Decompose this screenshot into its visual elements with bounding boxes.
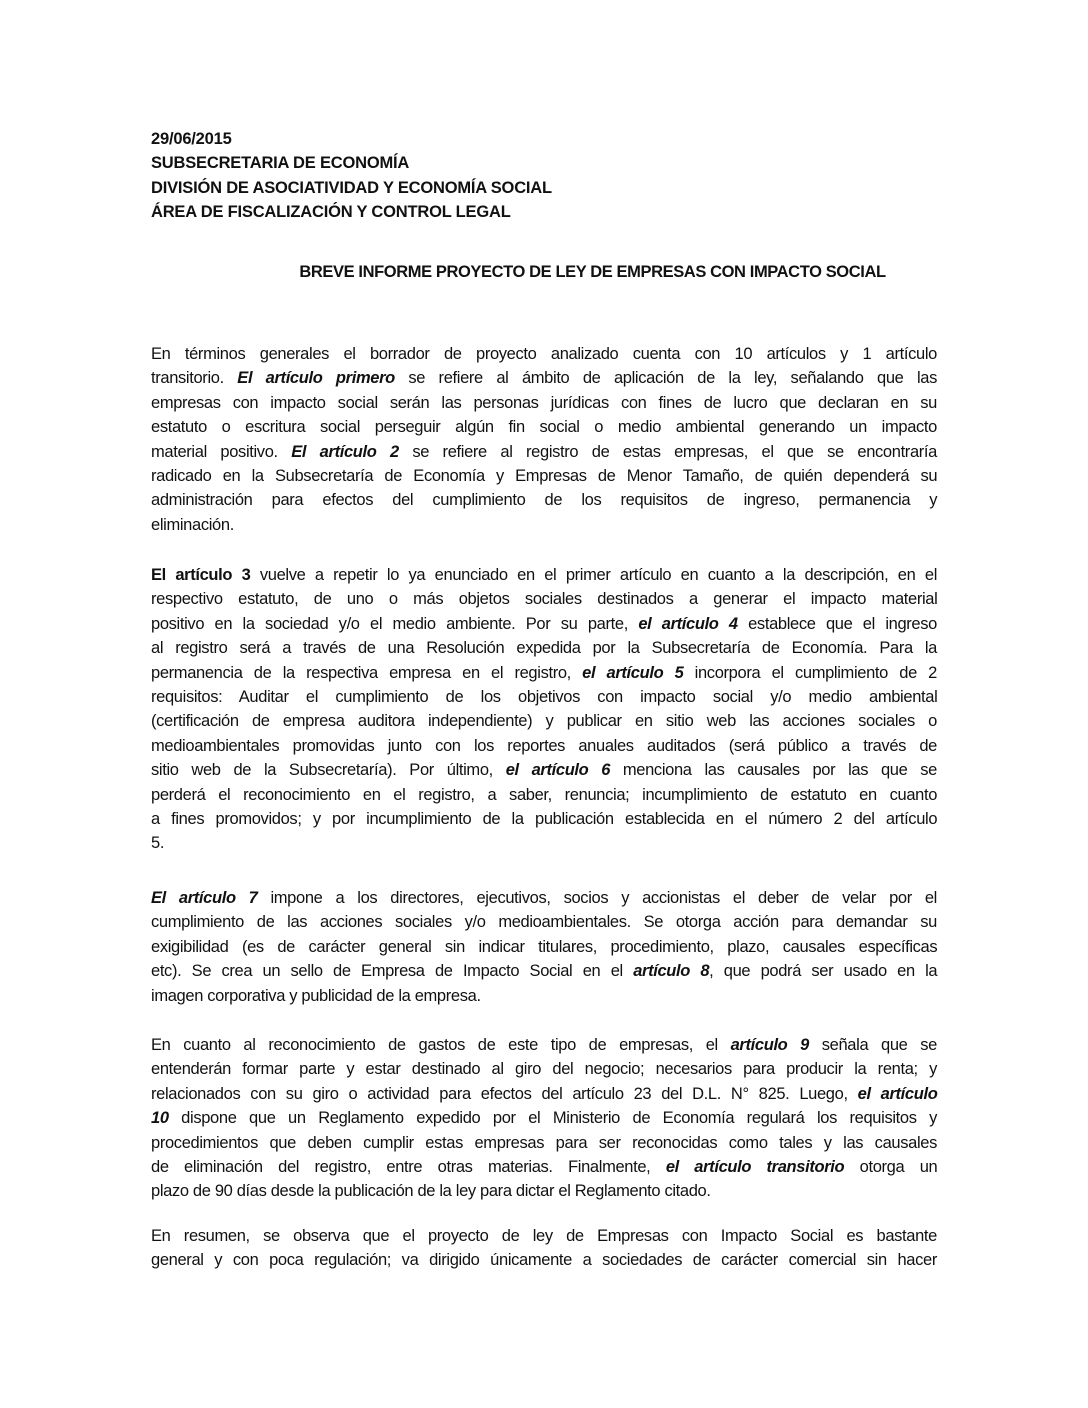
text-line: positivo en la sociedad y/o el medio ambiente. Por su parte, el artículo 4 establece que el ingreso (151, 614, 937, 633)
text-line: plazo de 90 días desde la publicación de la ley para dictar el Reglamento citado. (151, 1182, 711, 1201)
emphasis-article-8: artículo 8 (633, 962, 710, 981)
document-title: BREVE INFORME PROYECTO DE LEY DE EMPRESAS CON IMPACTO SOCIAL (299, 263, 886, 281)
text-line: En resumen, se observa que el proyecto de ley de Empresas con Impacto Social es bastante (151, 1227, 937, 1245)
text-line: perderá el reconocimiento en el registro, a saber, renuncia; incumplimiento de estatuto en cuanto (151, 785, 938, 804)
paragraph-3 (151, 886, 937, 1008)
emphasis-article-5: el artículo 5 (582, 663, 684, 682)
emphasis-article-transitorio: el artículo transitorio (665, 1157, 845, 1176)
org-subsecretaria: SUBSECRETARIA DE ECONOMÍA (151, 154, 410, 173)
text-line: material positivo. El artículo 2 se refiere al registro de estas empresas, el que se encontraría (151, 442, 937, 461)
text-line: entenderán formar parte y estar destinado al giro del negocio; necesarios para producir la renta; y (151, 1060, 937, 1079)
org-area: ÁREA DE FISCALIZACIÓN Y CONTROL LEGAL (151, 203, 511, 222)
text-line: general y con poca regulación; va dirigido únicamente a sociedades de carácter comercial sin hacer (151, 1251, 937, 1270)
text-line: estatuto o escritura social perseguir algún fin social o medio ambiental generando un impacto (151, 418, 937, 437)
text-line: empresas con impacto social serán las personas jurídicas con fines de lucro que declaran en su (151, 393, 937, 412)
emphasis-article-3: El artículo 3 (151, 566, 251, 584)
text-line: administración para efectos del cumplimiento de los requisitos de ingreso, permanencia y (151, 491, 938, 510)
text-line: al registro será a través de una Resolución expedida por la Subsecretaría de Economía. Para la (151, 639, 937, 658)
paragraph-5 (151, 1224, 937, 1273)
emphasis-article-6: el artículo 6 (505, 761, 611, 780)
text-line: 10 dispone que un Reglamento expedido por el Ministerio de Economía regulará los requisitos y (151, 1109, 938, 1128)
text-line: En cuanto al reconocimiento de gastos de este tipo de empresas, el artículo 9 señala que se (151, 1036, 937, 1054)
text-line: (certificación de empresa auditora independiente) y publicar en sitio web las acciones sociales o (151, 712, 937, 731)
text-line: cumplimiento de las acciones sociales y/o medioambientales. Se otorga acción para demandar su (151, 913, 937, 932)
emphasis-article-first: El artículo primero (237, 369, 395, 388)
text-line: El artículo 3 vuelve a repetir lo ya enunciado en el primer artículo en cuanto a la descripción, en el (151, 566, 938, 584)
text-line: imagen corporativa y publicidad de la empresa. (151, 986, 481, 1005)
text-line: respectivo estatuto, de uno o más objetos sociales destinados a generar el impacto material (151, 590, 938, 609)
emphasis-article-10-number: 10 (151, 1109, 169, 1128)
text-line: transitorio. El artículo primero se refiere al ámbito de aplicación de la ley, señalando que las (151, 369, 937, 388)
org-division: DIVISIÓN DE ASOCIATIVIDAD Y ECONOMÍA SOCIAL (151, 178, 552, 197)
emphasis-article-10-start: el artículo (857, 1084, 938, 1103)
paragraph-1 (151, 342, 937, 537)
emphasis-article-9: artículo 9 (730, 1036, 809, 1054)
document-header (151, 127, 552, 225)
text-line: En términos generales el borrador de proyecto analizado cuenta con 10 artículos y 1 artículo (151, 345, 937, 363)
text-line: exigibilidad (es de carácter general sin indicar titulares, procedimiento, plazo, causales específicas (151, 937, 938, 956)
text-line: permanencia de la respectiva empresa en el registro, el artículo 5 incorpora el cumplimiento de 2 (151, 663, 937, 682)
emphasis-article-2: El artículo 2 (291, 442, 399, 461)
text-line: eliminación. (151, 515, 234, 534)
document-title-wrapper (0, 263, 1088, 282)
paragraph-4 (151, 1033, 937, 1204)
text-line: procedimientos que deben cumplir estas empresas para ser reconocidas como tales y las causales (151, 1133, 937, 1152)
text-line: medioambientales promovidas junto con los reportes anuales auditados (será público a través de (151, 736, 938, 755)
text-line: 5. (151, 834, 165, 853)
text-line: sitio web de la Subsecretaría). Por último, el artículo 6 menciona las causales por las que se (151, 761, 937, 780)
text-line: requisitos: Auditar el cumplimiento de los objetivos con impacto social y/o medio ambiental (151, 687, 938, 706)
text-line: radicado en la Subsecretaría de Economía y Empresas de Menor Tamaño, de quién dependerá su (151, 466, 938, 485)
emphasis-article-7: El artículo 7 (151, 889, 258, 907)
text-line: etc). Se crea un sello de Empresa de Impacto Social en el artículo 8, que podrá ser usado en la (151, 962, 938, 981)
paragraph-2 (151, 563, 937, 856)
text-line: de eliminación del registro, entre otras materias. Finalmente, el artículo transitorio otorga un (151, 1157, 938, 1176)
text-line: El artículo 7 impone a los directores, ejecutivos, socios y accionistas el deber de velar por el (151, 889, 937, 907)
text-line: a fines promovidos; y por incumplimiento de la publicación establecida en el número 2 del artículo (151, 809, 938, 828)
emphasis-article-4: el artículo 4 (638, 614, 738, 633)
text-line: relacionados con su giro o actividad para efectos del artículo 23 del D.L. N° 825. Luego, el artículo (151, 1084, 938, 1103)
document-date: 29/06/2015 (151, 130, 232, 148)
